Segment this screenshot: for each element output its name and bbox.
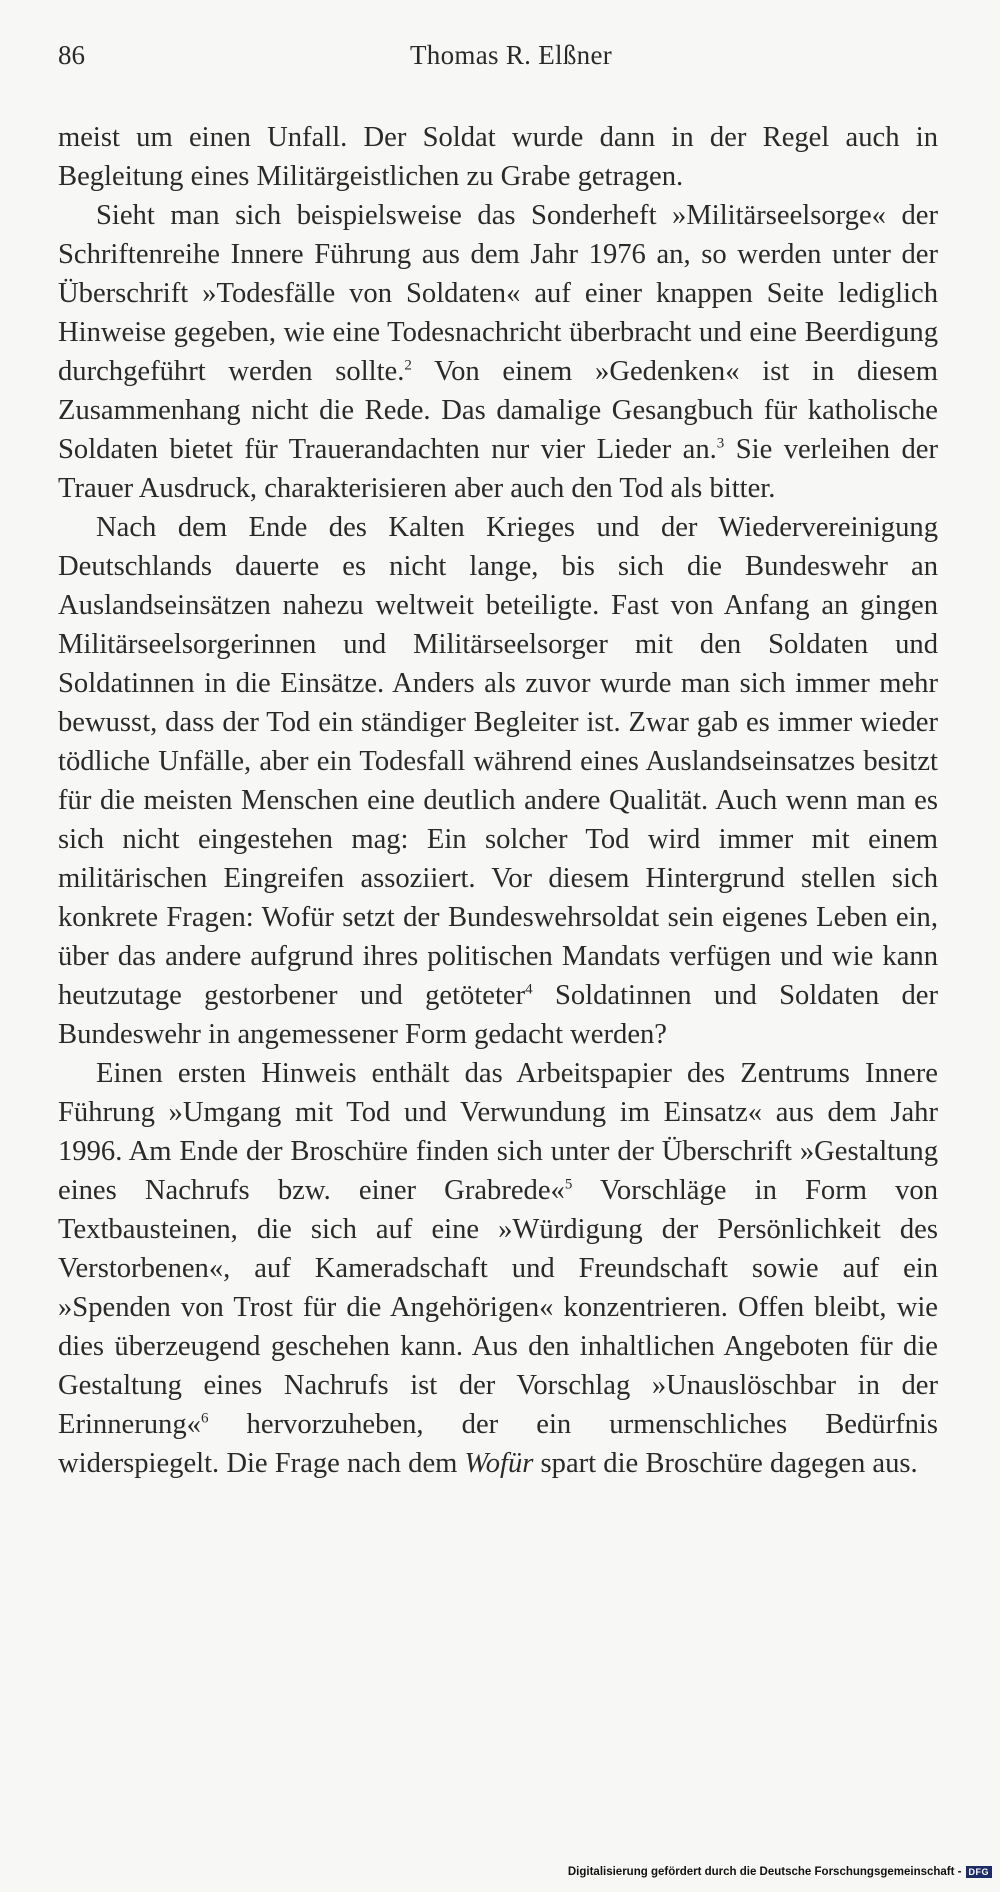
page-header [58, 40, 942, 80]
footnote-marker[interactable]: 5 [564, 1176, 573, 1193]
text-run: Sieht man sich beispielsweise das Sonderheft »Militärseelsorge« der Schriftenreihe Innere Führung aus dem Jahr 1976 an, so werden unter der Überschrift »Todesfälle von Soldaten« auf einer knappen Seite lediglich Hinweise gegeben, wie eine Todesnachricht überbracht und eine Beerdigung durchgeführt werden sollte. [58, 200, 938, 387]
text-run: hervorzuheben, der ein urmenschliches Bedürfnis widerspiegelt. Die Frage nach dem [58, 1409, 938, 1479]
paragraph [58, 196, 938, 508]
footnote-marker[interactable]: 3 [716, 435, 725, 452]
paragraph [58, 118, 938, 196]
footnote-marker[interactable]: 4 [525, 981, 533, 998]
text-run: spart die Broschüre dagegen aus. [533, 1448, 918, 1479]
digitization-credit [568, 1866, 992, 1878]
text-run: Von einem »Gedenken« ist in diesem Zusammenhang nicht die Rede. Das damalige Gesangbuch für katholische Soldaten bietet für Trauerandachten nur vier Lieder an. [58, 356, 938, 465]
text-run: Nach dem Ende des Kalten Krieges und der Wiedervereinigung Deutschlands dauerte es nicht lange, bis sich die Bundeswehr an Auslandseinsätzen nahezu weltweit beteiligte. Fast von Anfang an gingen Militärseelsorgerinnen und Militärseelsorger mit den Soldaten und Soldatinnen in die Einsätze. Anders als zuvor wurde man sich immer mehr bewusst, dass der Tod ein ständiger Begleiter ist. Zwar gab es immer wieder tödliche Unfälle, aber ein Todesfall während eines Auslandseinsatzes besitzt für die meisten Menschen eine deutlich andere Qualität. Auch wenn man es sich nicht eingestehen mag: Ein solcher Tod wird immer mit einem militärischen Eingreifen assoziiert. Vor diesem Hintergrund stellen sich konkrete Fragen: Wofür setzt der Bundeswehrsoldat sein eigenes Leben ein, über das andere aufgrund ihres politischen Mandats verfügen und wie kann heutzutage gestorbener und getöteter [58, 512, 938, 1011]
credit-text: Digitalisierung gefördert durch die Deutsche Forschungsgemeinschaft - [567, 1866, 962, 1878]
body-text [58, 118, 938, 1483]
running-title: Thomas R. Elßner [410, 40, 613, 70]
text-run: Einen ersten Hinweis enthält das Arbeitspapier des Zentrums Innere Führung »Umgang mit Tod und Verwundung im Einsatz« aus dem Jahr 1996. Am Ende der Broschüre finden sich unter der Überschrift »Gestaltung eines Nachrufs bzw. einer Grabrede« [58, 1058, 938, 1206]
text-run: Sie verleihen der Trauer Ausdruck, charakterisieren aber auch den Tod als bitter. [58, 434, 938, 504]
footnote-marker[interactable]: 6 [200, 1410, 209, 1427]
dfg-logo: DFG [966, 1866, 993, 1878]
paragraph [58, 508, 938, 1054]
text-run: Vorschläge in Form von Textbausteinen, die sich auf eine »Würdigung der Persönlichkeit des Verstorbenen«, auf Kameradschaft und Freundschaft sowie auf ein »Spenden von Trost für die Angehörigen« konzentrieren. Offen bleibt, wie dies überzeugend geschehen kann. Aus den inhaltlichen Angeboten für die Gestaltung eines Nachrufs ist der Vorschlag »Unauslöschbar in der Erinnerung« [58, 1175, 938, 1440]
footnote-marker[interactable]: 2 [404, 357, 412, 374]
emphasized-text: Wofür [464, 1448, 534, 1479]
text-run: meist um einen Unfall. Der Soldat wurde dann in der Regel auch in Begleitung eines Militärgeistlichen zu Grabe getragen. [58, 122, 938, 192]
text-run: Soldatinnen und Soldaten der Bundeswehr in angemessener Form gedacht werden? [58, 980, 939, 1050]
page-number: 86 [58, 40, 85, 70]
paragraph [58, 1054, 938, 1483]
